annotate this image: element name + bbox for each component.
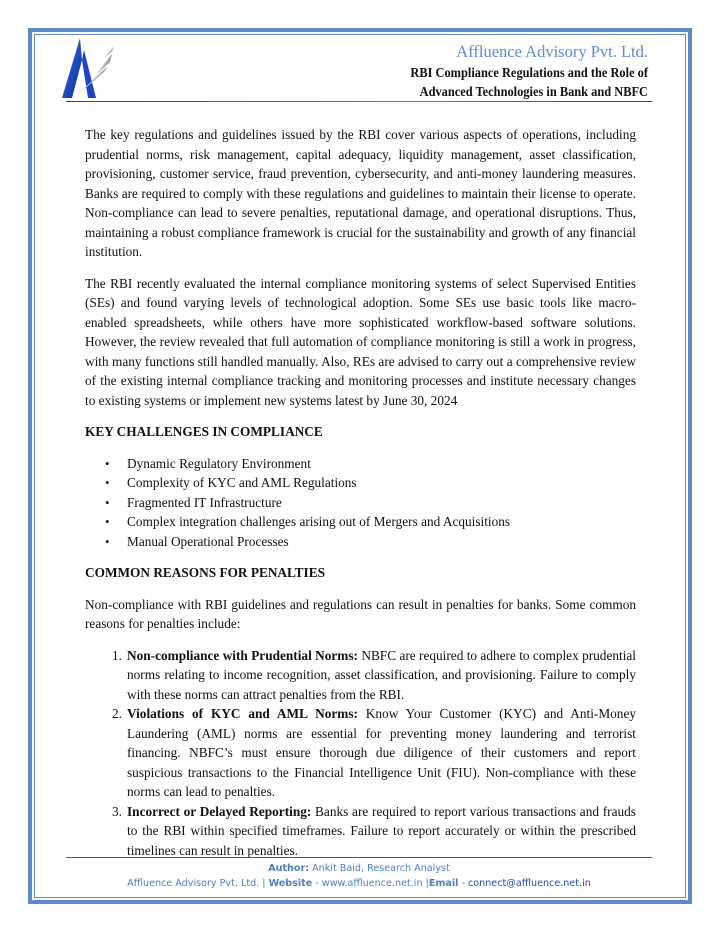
website-label: Website [268, 878, 313, 889]
company-name: Affluence Advisory Pvt. Ltd. [456, 42, 648, 61]
list-item: • Complex integration challenges arising out of Mergers and Acquisitions [127, 512, 636, 532]
document-body [85, 125, 636, 860]
intro-paragraph: The key regulations and guidelines issued by the RBI cover various aspects of operations, including prudential norms, risk management, capital adequacy, liquidity management, asset classification, provisioning, customer service, fraud prevention, cybersecurity, and anti-money laundering measures. Banks are required to comply with these regulations and guidelines to maintain their license to operate. Non-compliance can lead to severe penalties, reputational damage, and operational disruptions. Thus, maintaining a robust compliance framework is crucial for the sustainability and growth of any financial institution. [85, 127, 636, 259]
document-title [338, 63, 648, 101]
list-item: • Fragmented IT Infrastructure [127, 493, 636, 513]
footer-company: Affluence Advisory Pvt. Ltd. | [127, 878, 269, 889]
author-value: Ankit Baid, Research Analyst [309, 863, 450, 874]
challenges-list [85, 454, 636, 552]
footer-author-line [66, 861, 652, 876]
reason-title: Non-compliance with Prudential Norms: [127, 647, 358, 663]
email-link[interactable]: connect@affluence.net.in [468, 878, 591, 889]
website-link[interactable]: - www.affluence.net.in | [312, 878, 429, 889]
list-item [112, 704, 636, 802]
reason-text: Banks are required to report various transactions and frauds to the RBI within specified timeframes. Failure to report accurately or within the prescribed timelines can result in penalties. [127, 803, 636, 858]
reason-title: Incorrect or Delayed Reporting: [127, 803, 312, 819]
reason-text: Know Your Customer (KYC) and Anti-Money Laundering (AML) norms are essential for preventing money laundering and terrorist financing. NBFC’s must ensure thorough due diligence of their customers and report suspicious transactions to the Financial Intelligence Unit (FIU). Non-compliance with these norms can lead to penalties. [127, 706, 636, 799]
footer-contact-line [66, 876, 652, 891]
reason-text: NBFC are required to adhere to complex prudential norms relating to income recognition, asset classification, and provisioning. Failure to comply with these norms can attract penalties from the RBI. [127, 647, 636, 702]
header-divider [66, 101, 652, 102]
list-item [112, 646, 636, 705]
document-title-line-2: Advanced Technologies in Bank and NBFC [419, 84, 648, 99]
email-separator: - [458, 878, 468, 889]
list-number: 3. [112, 803, 122, 819]
document-title-line-1: RBI Compliance Regulations and the Role of [410, 65, 648, 80]
challenges-heading: KEY CHALLENGES IN COMPLIANCE [85, 424, 323, 439]
list-item: • Complexity of KYC and AML Regulations [127, 473, 636, 493]
list-number: 2. [112, 706, 122, 721]
rbi-review-paragraph: The RBI recently evaluated the internal compliance monitoring systems of select Supervised Entities (SEs) and found varying levels of technological adoption. Some SEs use basic tools like macro-enabled spreadsheets, while others have more sophisticated workflow-based software solutions. However, the review revealed that full automation of compliance monitoring is still a work in progress, with many functions still handled manually. Also, REs are advised to carry out a comprehensive review of the existing internal compliance tracking and monitoring processes and institute necessary changes to existing systems or implement new systems latest by June 30, 2024 [85, 275, 636, 408]
penalty-reasons-list [85, 646, 636, 861]
penalties-heading: COMMON REASONS FOR PENALTIES [85, 565, 325, 580]
footer [66, 861, 652, 891]
reason-title: Violations of KYC and AML Norms: [127, 706, 358, 721]
email-label: Email [428, 878, 459, 889]
list-number: 1. [112, 647, 122, 663]
affluence-triangle-logo-icon [60, 36, 116, 100]
footer-divider [66, 857, 652, 858]
list-item: • Manual Operational Processes [127, 532, 636, 552]
author-label: Author: [268, 863, 310, 874]
list-item: • Dynamic Regulatory Environment [127, 454, 636, 474]
list-item [112, 802, 636, 861]
penalties-intro: Non-compliance with RBI guidelines and regulations can result in penalties for banks. Some common reasons for penalties include: [85, 596, 636, 631]
